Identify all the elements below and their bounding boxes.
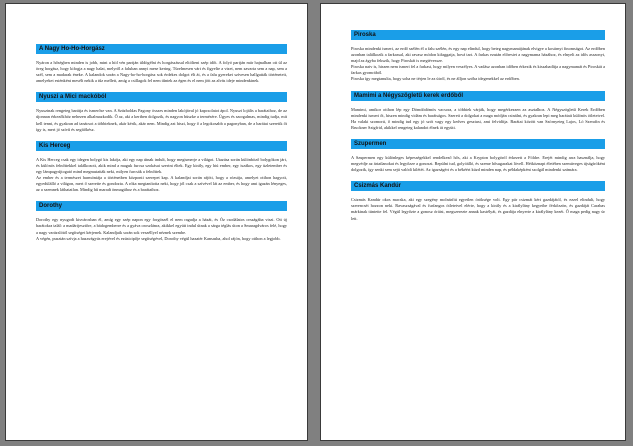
paragraph: A Szupermen egy különleges képességekkel rendelkező hős, aki a Krypton bolygóról érkezett a Földre. Erejét mindig arra használja, hogy megvédje az ártatlanokat és legyőzze a gonoszt. Repülni tud, golyóálló, és szeme hősugarakat lövell. Hétköznapi életében szemüveges újságíróként dolgozik, így senki sem sejti valódi kilétét. Az igazságért és a békéért küzd minden nap, és példaképként szolgál mindenki számára. [351,154,605,173]
section-heading: Nyuszi a Mici mackóból [36,92,287,102]
section-heading: Kis Herceg [36,141,287,151]
paragraph: A Kis Herceg csak egy idegen bolygó kis lakója, aki egy nap útnak indult, hogy megismerje a világot. Utazása során különböző bolygókon járt, és különös felnőttekkel találkozott, akik mind a maguk furcsa szokásai szerint éltek. Egy király, egy hiú ember, egy iszákos, egy üzletember és egy lámpagyújtogató mind megmutatták neki, milyen furcsák a felnőttek. [36,156,287,174]
section-heading: Szupermen [351,139,605,149]
document-page-right [320,3,626,441]
paragraph: Mamimi, amikor otthon lép egy Dömdödömös vacsora, a többiek várják, hogy megérkezzen az asztalhoz. A Négyszögletű Kerek Erdőben mindenki ismeri őt, hiszen mindig vidám és barátságos. Szereti a dolgokat a maga módján csinálni, és gyakran lepi meg barátait különös ötleteivel. Ha valaki szomorú, ő mindig tud egy jó szót vagy egy kedves gesztust, ami felvidítja. Barátai között van Szörnyeteg Lajos, Ló Szerafin és Bruckner Szigfrid, akikkel rengeteg kalandot élnek át együtt. [351,106,605,130]
page-content [351,30,605,230]
paragraph: Nyáron a hőségben minden is jobb, mint a híd vén partján üldögélni és horgászással eltölteni szép időt. A folyó partján már hajnalban ott ül az öreg horgász, hogy kifogja a nagy halat, melyről a faluban annyi mese kering. Türelmesen várt és figyelte a vizet, nem zavarta sem a nap, sem a szél, sem a madarak éneke. A kalandok során a Nagy-ho-ho-horgász sok érdekes dolgot élt át, és a falu gyerekei szívesen hallgatták történeteit, amelyeket esténként mesélt nekik a tűz mellett, amíg a csillagok fel nem tűntek az égen és el nem jött az alvás ideje mindenkinek. [36,60,287,84]
paragraph: Dorothy egy nyugodt kisvárosban él, amíg egy szép napon egy forgószél el nem ragadja a házát, és Óz csodálatos országába viszi. Ott új barátokra talál: a madárijesztőre, a bádogemberre és a gyáva oroszlánra, akikkel együtt indul útnak a sárga téglás úton a Smaragdváros felé, hogy a nagy varázslótól segítséget kérjenek. Kalandjaik során sok veszéllyel néznek szembe. [36,217,287,235]
section-heading: Csizmás Kandúr [351,181,605,191]
section-piroska [351,30,605,83]
section-heading: Piroska [351,30,605,40]
paragraph: Piroska mindenki ismeri, az erdő szélén él a falu szélén, és egy nap elindul, hogy beteg nagymamájának elvigye a kosárnyi finomságot. Az erdőben azonban találkozik a farkassal, aki ravasz módon kifaggatja, hová tart. A farkas ezután előresiet a nagymama házához, és elnyeli az idős asszonyt, majd az ágyba fekszik, hogy Piroskát is megtévessze. [351,46,605,64]
section-csizmas-kandur [351,181,605,221]
section-nyuszi [36,92,287,132]
section-mamimi [351,91,605,131]
section-kis-herceg [36,141,287,194]
section-heading: Mamimi a Négyszögletű kerek erdőből [351,91,605,101]
section-dorothy [36,201,287,241]
paragraph: A végén, pusztán szívja a hazavágyás erejével és ezüstcipője segítségével, Dorothy végül hazatér Kansasba, ahol rájön, hogy otthon a legjobb. [36,235,281,241]
paragraph: Nyuszinak rengeteg barátja és ismerőse van. A Százholdas Pagony összes minden lakójával jó kapcsolatot ápol. Nyuszi lojális a barátaihoz, de az újonnan érkezőkhöz nehezen alkalmazkodik. Ő az, aki a kertben dolgozik, és nagyon büszke a termésére. Ügyes és szorgalmas, mindig tudja, mit kell tenni, és gyakran ad tanácsot a többieknek, akár kérik, akár nem. Mindig azt hiszi, hogy ő a legokosabb a pagonyban, de a barátai szeretik őt így is, mert jó szívű és segítőkész. [36,108,287,132]
paragraph: Piroska így megtanulta, hogy soha ne térjen le az útról, és ne álljon szóba idegenekkel az erdőben. [351,76,520,82]
section-nagy-horgasz [36,44,287,84]
paragraph: Piroska naiv is, hiszen nem ismeri fel a farkast, hogy milyen veszélyes. A vadász azonban időben érkezik és kiszabadítja a nagymamát és Piroskát a farkas gyomrából. [351,64,605,76]
paragraph: Csizmás Kandúr okos macska, aki egy szegény molnárfiú egyetlen öröksége volt. Egy pár csizmát kért gazdájától, és ezzel elindult, hogy szerencsét hozzon neki. Ravaszságával és furfangos ötleteivel elérte, hogy a király és a királylány kegyeibe férkőzzön, és gazdáját Carabas márkinak tüntette fel. Végül legyőzte a gonosz óriást, megszerezte annak kastélyát, és gazdája elnyerte a királylány kezét. Ő maga pedig nagy úr lett. [351,197,605,221]
document-page-left [5,3,308,441]
section-szupermen [351,139,605,173]
section-heading: Dorothy [36,201,287,211]
paragraph: Az ember és a természet harmóniája a történetben központi szerepet kap. A kalandjai során rájött, hogy a rózsája, amelyet otthon hagyott, egyedülálló a világon, mert ő szerette és gondozta. A róka megtanította neki, hogy jól csak a szívével lát az ember, és hogy ami igazán lényeges, az a szemnek láthatatlan. Mindig hű maradt önmagához és a barátaihoz. [36,175,287,193]
page-content [36,44,287,250]
section-heading: A Nagy Ho-Ho-Horgász [36,44,287,54]
